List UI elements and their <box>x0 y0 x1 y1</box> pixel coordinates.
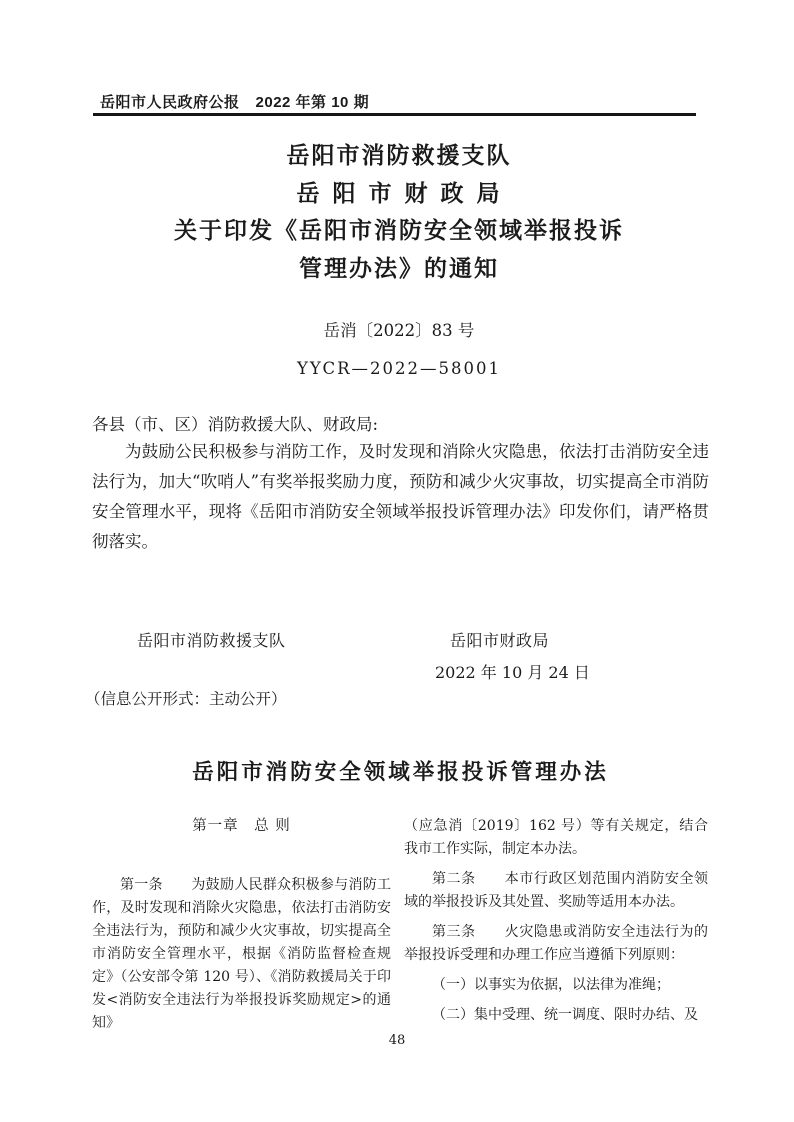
article-3-paragraph: 第三条 火灾隐患或消防安全违法行为的举报投诉受理和办理工作应当遵循下列原则： <box>404 924 708 963</box>
notice-title-line-3: 关于印发《岳阳市消防安全领域举报投诉 <box>174 217 624 244</box>
doc-number-block <box>92 312 706 388</box>
article-2-paragraph: 第二条 本市行政区划范围内消防安全领域的举报投诉及其处置、奖励等适用本办法。 <box>404 871 708 910</box>
index-number: YYCR—2022—58001 <box>296 359 502 378</box>
regulation-columns <box>92 815 708 1035</box>
page-header <box>100 91 369 112</box>
principle-item-2: （二）集中受理、统一调度、限时办结、及 <box>432 1007 698 1023</box>
column-left <box>92 815 391 1035</box>
gazette-title: 岳阳市人民政府公报 <box>100 94 240 111</box>
notice-title-line-2: 岳阳市财政局 <box>296 179 513 207</box>
signer-fire-brigade: 岳阳市消防救援支队 <box>137 631 286 650</box>
header-rule <box>93 113 696 116</box>
page-number: 48 <box>388 1033 406 1048</box>
notice-title-line-1: 岳阳市消防救援支队 <box>286 142 512 169</box>
sign-date: 2022 年 10 月 24 日 <box>435 663 590 682</box>
article-1-continuation: （应急消〔2019〕162 号）等有关规定，结合我市工作实际，制定本办法。 <box>404 818 708 857</box>
principle-item-1: （一）以事实为依据，以法律为准绳； <box>432 977 670 993</box>
doc-number: 岳消〔2022〕83 号 <box>323 321 475 340</box>
signer-finance-bureau: 岳阳市财政局 <box>450 631 550 650</box>
issue-number: 2022 年第 10 期 <box>255 94 370 111</box>
salutation: 各县（市、区）消防救援大队、财政局: <box>92 415 379 434</box>
regulation-title: 岳阳市消防安全领域举报投诉管理办法 <box>192 760 609 785</box>
chapter-1-heading: 第一章 总 则 <box>192 818 291 834</box>
article-1-paragraph: 第一条 为鼓励人民群众积极参与消防工作，及时发现和消除火灾隐患，依法打击消防安全违法行为，预防和减少火灾事故，切实提高全市消防安全管理水平，根据《消防监督检查规定》（公安部令第 120 号）、《消防救援局关于印发<消防安全违法行为举报投诉奖励规定>的通知》 <box>92 877 391 1031</box>
notice-body-paragraph: 为鼓励公民积极参与消防工作，及时发现和消除火灾隐患，依法打击消防安全违法行为，加大“吹哨人”有奖举报奖励力度，预防和减少火灾事故，切实提高全市消防安全管理水平，现将《岳阳市消防安全领域举报投诉管理办法》印发你们，请严格贯彻落实。 <box>92 442 709 551</box>
notice-title-line-4: 管理办法》的通知 <box>299 254 499 282</box>
disclosure-note: （信息公开形式：主动公开） <box>85 690 287 708</box>
notice-title <box>92 137 706 287</box>
column-right <box>404 815 708 1035</box>
